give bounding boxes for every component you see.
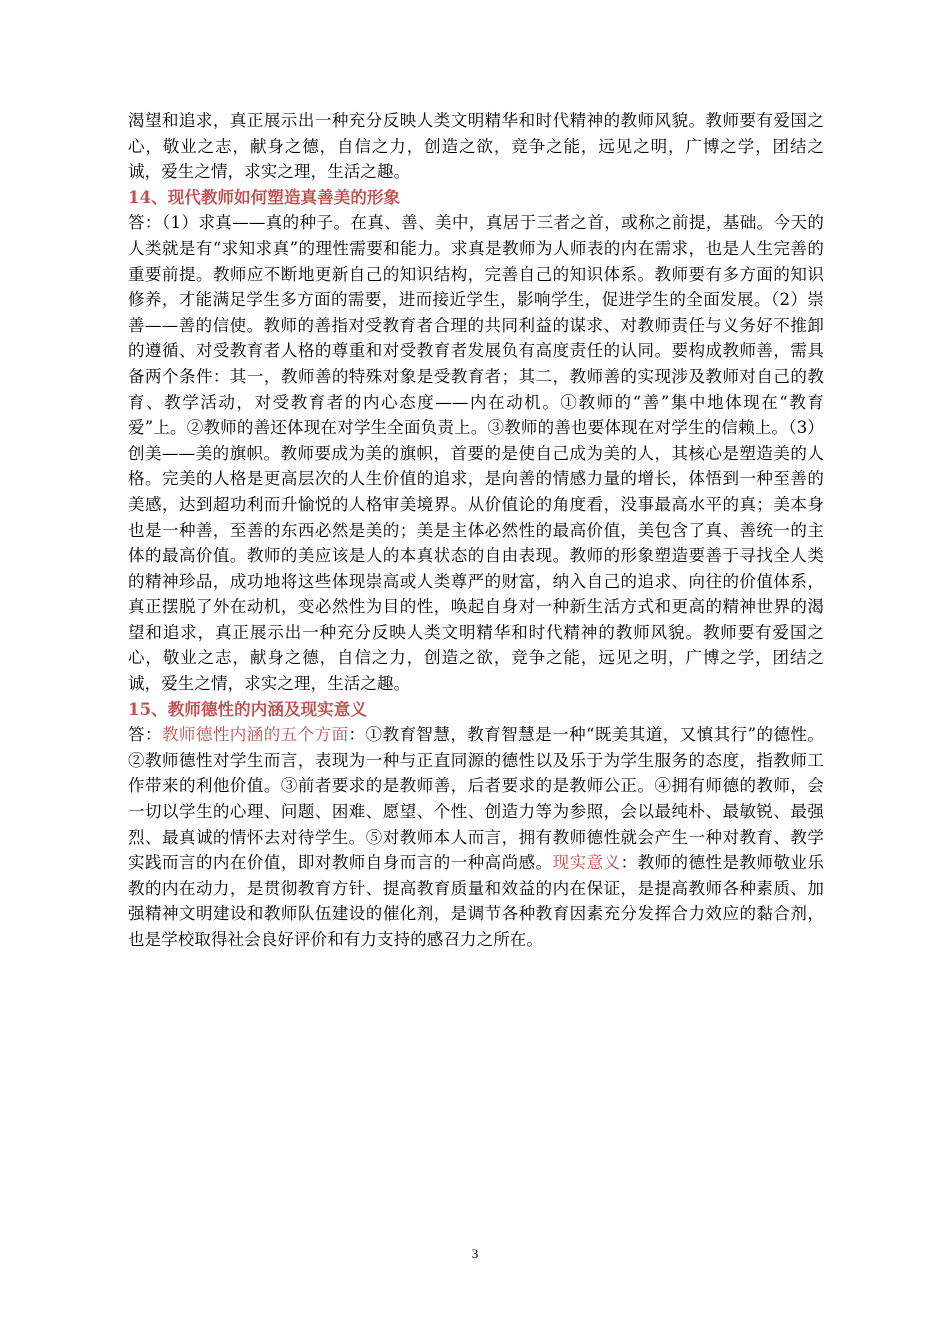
significance-text: ：教师的德性是教师敬业乐教的内在动力，是贯彻教育方针、提高教育质量和效益的内在保证，是提高教师各种素质、加强精神文明建设和教师队伍建设的催化剂，是调节各种教育因素充分发挥合力效应的黏合剂，也是学校取得社会良好评价和有力支持的感召力之所在。 — [128, 853, 825, 949]
section-15-heading: 15、教师德性的内涵及现实意义 — [128, 699, 367, 719]
section-15-answer — [128, 722, 824, 952]
connotation-label: 教师德性内涵的五个方面 — [161, 725, 349, 745]
section-14-heading: 14、现代教师如何塑造真善美的形象 — [128, 187, 401, 207]
answer-prefix: 答： — [128, 725, 162, 745]
section-14-answer: 答：（1）求真——真的种子。在真、善、美中，真居于三者之首，或称之前提，基础。今天的人类就是有“求知求真”的理性需要和能力。求真是教师为人师表的内在需求，也是人生完善的重要前提。教师应不断地更新自己的知识结构，完善自己的知识体系。教师要有多方面的知识修养，才能满足学生多方面的需要，进而接近学生，影响学生，促进学生的全面发展。（2）崇善——善的信使。教师的善指对受教育者合理的共同利益的谋求、对教师责任与义务好不推卸的遵循、对受教育者人格的尊重和对受教育者发展负有高度责任的认同。要构成教师善，需具备两个条件：其一，教师善的特殊对象是受教育者；其二，教师善的实现涉及教师对自己的教育、教学活动，对受教育者的内心态度——内在动机。①教师的“善”集中地体现在“教育爱”上。②教师的善还体现在对学生全面负责上。③教师的善也要体现在对学生的信赖上。（3）创美——美的旗帜。教师要成为美的旗帜，首要的是使自己成为美的人，其核心是塑造美的人格。完美的人格是更高层次的人生价值的追求，是向善的情感力量的增长，体悟到一种至善的美感，达到超功利而升愉悦的人格审美境界。从价值论的角度看，没事最高水平的真；美本身也是一种善，至善的东西必然是美的；美是主体必然性的最高价值，美包含了真、善统一的主体的最高价值。教师的美应该是人的本真状态的自由表现。教师的形象塑造要善于寻找全人类的精神珍品，成功地将这些体现崇高或人类尊严的财富，纳入自己的追求、向往的价值体系，真正摆脱了外在动机，变必然性为目的性，唤起自身对一种新生活方式和更高的精神世界的渴望和追求，真正展示出一种充分反映人类文明精华和时代精神的教师风貌。教师要有爱国之心，敬业之志，献身之德，自信之力，创造之欲，竞争之能，远见之明，广博之学，团结之诚，爱生之情，求实之理，生活之趣。 — [128, 213, 824, 694]
page-number: 3 — [471, 1246, 479, 1261]
intro-paragraph: 渴望和追求，真正展示出一种充分反映人类文明精华和时代精神的教师风貌。教师要有爱国之心，敬业之志，献身之德，自信之力，创造之欲，竞争之能，远见之明，广博之学，团结之诚，爱生之情，求实之理，生活之趣。 — [128, 111, 824, 182]
significance-label: 现实意义 — [552, 853, 621, 873]
page-content — [128, 108, 824, 953]
connotation-text: ：①教育智慧，教育智慧是一种“既美其道，又慎其行”的德性。②教师德性对学生而言，表现为一种与正直同源的德性以及乐于为学生服务的态度，指教师工作带来的利他价值。③前者要求的是教师善，后者要求的是教师公正。④拥有师德的教师，会一切以学生的心理、问题、困难、愿望、个性、创造力等为参照，会以最纯朴、最敏锐、最强烈、最真诚的情怀去对待学生。⑤对教师本人而言，拥有教师德性就会产生一种对教育、教学实践而言的内在价值，即对教师自身而言的一种高尚感。 — [128, 725, 824, 873]
